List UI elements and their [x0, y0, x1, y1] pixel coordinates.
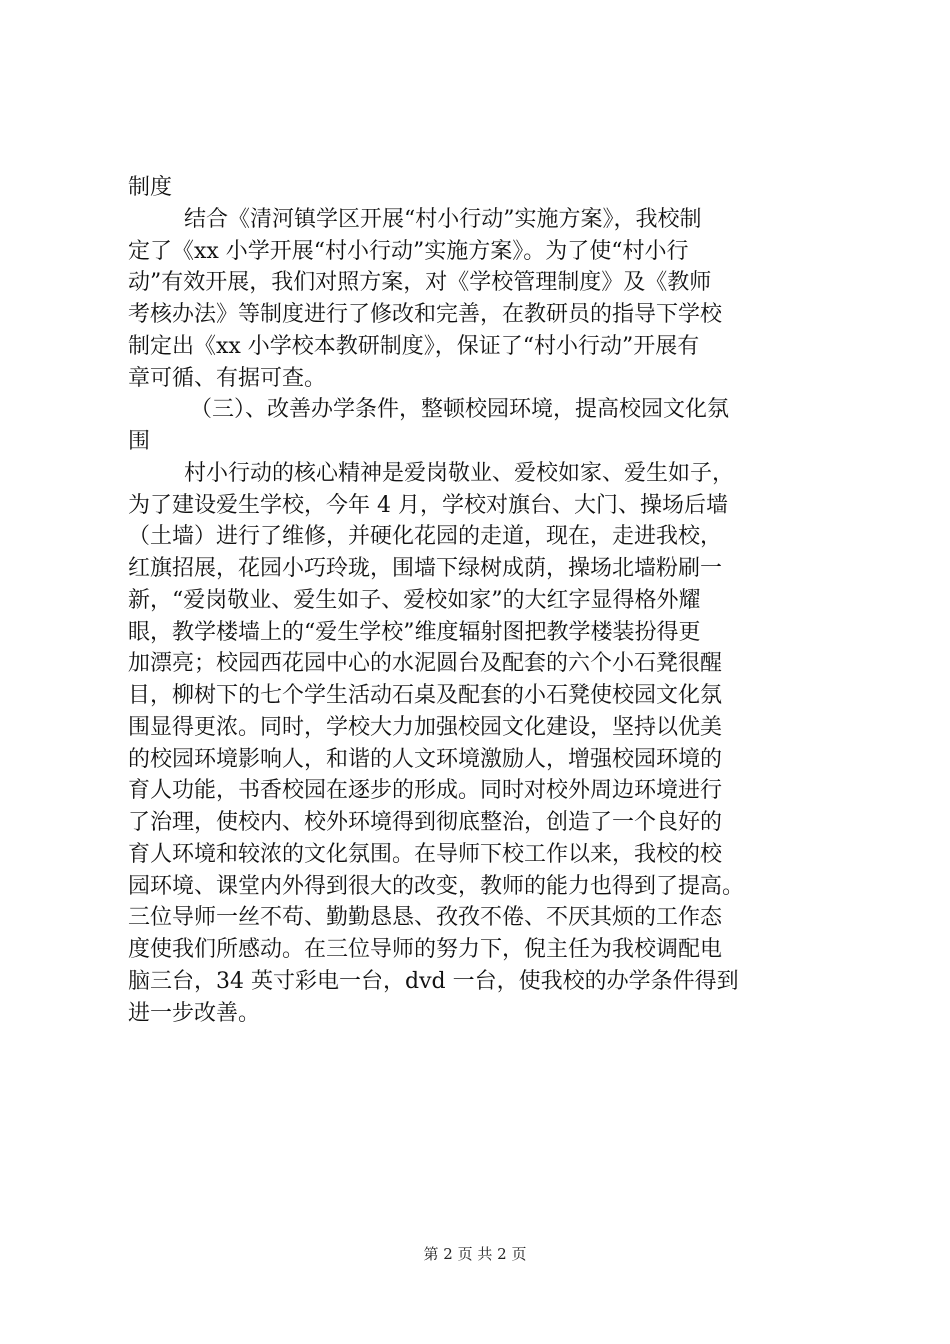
text-line: 度使我们所感动。在三位导师的努力下，倪主任为我校调配电 [128, 937, 723, 962]
text-line: 制定出《xx 小学校本教研制度》，保证了“村小行动”开展有 [128, 333, 700, 359]
text-line: 目，柳树下的七个学生活动石桌及配套的小石凳使校园文化氛 [128, 683, 723, 708]
text-line: 三位导师一丝不苟、勤勤恳恳、孜孜不倦、不厌其烦的工作态 [128, 905, 723, 931]
text-line: 了治理，使校内、校外环境得到彻底整治，创造了一个良好的 [128, 810, 723, 835]
text-line: 新，“爱岗敬业、爱生如子、爱校如家”的大红字显得格外耀 [128, 587, 701, 613]
text-line: 育人环境和较浓的文化氛围。在导师下校工作以来，我校的校 [128, 841, 723, 867]
text-line: 为了建设爱生学校，今年 4 月，学校对旗台、大门、操场后墙 [128, 492, 728, 518]
text-line: （土墙）进行了维修，并硬化花园的走道，现在，走进我校， [128, 524, 723, 550]
text-line: 红旗招展，花园小巧玲珑，围墙下绿树成荫，操场北墙粉刷一 [128, 556, 723, 581]
text-line: 育人功能，书香校园在逐步的形成。同时对校外周边环境进行 [128, 778, 723, 804]
page-number-footer: 第 2 页 共 2 页 [423, 1245, 527, 1263]
text-line: 章可循、有据可查。 [128, 365, 327, 391]
text-line: 围显得更浓。同时，学校大力加强校园文化建设，坚持以优美 [128, 714, 723, 740]
text-line: 动”有效开展，我们对照方案，对《学校管理制度》及《教师 [128, 270, 712, 296]
text-line: 加漂亮；校园西花园中心的水泥圆台及配套的六个小石凳很醒 [128, 651, 723, 677]
text-line: 定了《xx 小学开展“村小行动”实施方案》。为了使“村小行 [128, 238, 689, 264]
text-line: 脑三台，34 英寸彩电一台，dvd 一台，使我校的办学条件得到 [128, 968, 739, 994]
text-line: 眼，教学楼墙上的“爱生学校”维度辐射图把教学楼装扮得更 [128, 619, 701, 645]
text-line: 考核办法》等制度进行了修改和完善，在教研员的指导下学校 [128, 302, 723, 327]
document-body [128, 172, 828, 1029]
paragraph-start-line: 结合《清河镇学区开展“村小行动”实施方案》，我校制 [184, 206, 702, 232]
text-line: 进一步改善。 [128, 1000, 261, 1026]
text-line: 园环境、课堂内外得到很大的改变，教师的能力也得到了提高。 [128, 873, 745, 899]
paragraph-start-line: 村小行动的核心精神是爱岗敬业、爱校如家、爱生如子， [184, 460, 735, 486]
section-heading-line: 围 [128, 429, 151, 454]
section-heading-line: （三）、改善办学条件，整顿校园环境，提高校园文化氛 [190, 397, 730, 423]
text-line: 制度 [128, 175, 173, 200]
text-line: 的校园环境影响人，和谐的人文环境激励人，增强校园环境的 [128, 746, 723, 772]
